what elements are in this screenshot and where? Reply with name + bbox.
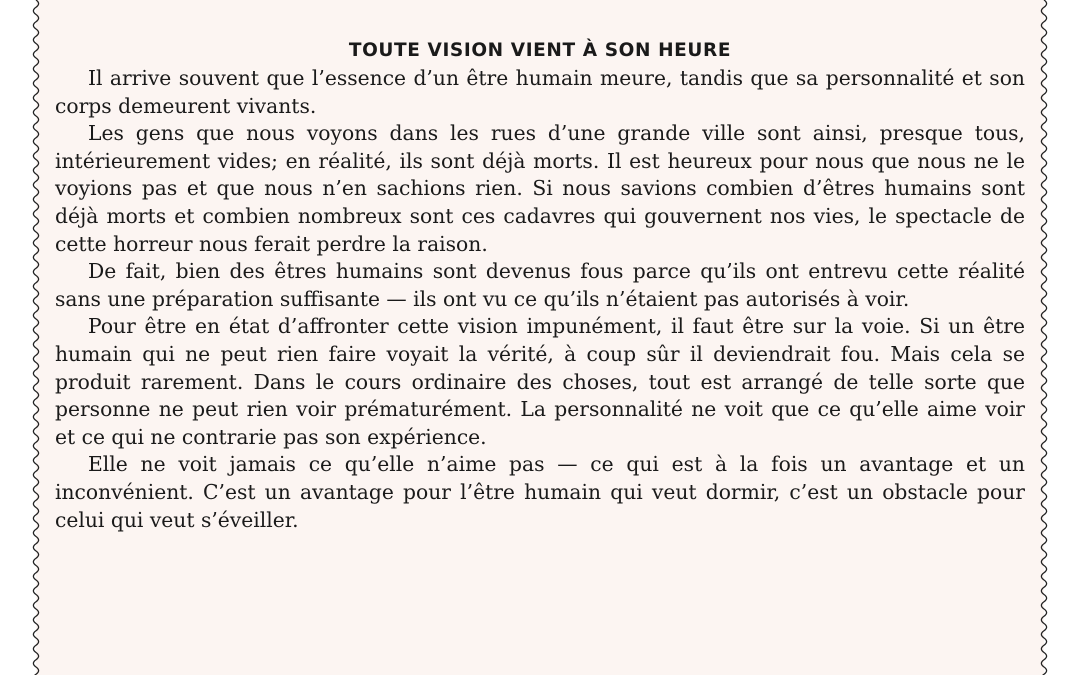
paragraph-1: Il arrive souvent que l’essence d’un être humain meure, tandis que sa personnalité et son corps demeurent vivants. bbox=[55, 66, 1025, 118]
wavy-border-left bbox=[29, 0, 43, 675]
paragraph-3: De fait, bien des êtres humains sont devenus fous parce qu’ils ont entrevu cette réalité sans une préparation suffisante — ils ont vu ce qu’ils n’étaient pas autorisés à voir. bbox=[55, 259, 1025, 311]
paragraph-2: Les gens que nous voyons dans les rues d’une grande ville sont ainsi, presque tous, intérieurement vides; en réalité, ils sont déjà morts. Il est heureux pour nous que nous ne le voyions pas et que nous n’en sachions rien. Si nous savions combien d’êtres humains sont déjà morts et combien nombreux sont ces cadavres qui gouvernent nos vies, le spectacle de cette horreur nous ferait perdre la raison. bbox=[55, 121, 1025, 256]
wavy-border-right bbox=[1037, 0, 1051, 675]
paragraph-5: Elle ne voit jamais ce qu’elle n’aime pas — ce qui est à la fois un avantage et un inconvénient. C’est un avantage pour l’être humain qui veut dormir, c’est un obstacle pour celui qui veut s’éveiller. bbox=[55, 452, 1025, 532]
paragraph-4: Pour être en état d’affronter cette vision impunément, il faut être sur la voie. Si un être humain qui ne peut rien faire voyait la vérité, à coup sûr il deviendrait fou. Mais cela se produit rarement. Dans le cours ordinaire des choses, tout est arrangé de telle sorte que personne ne peut rien voir prématurément. La personnalité ne voit que ce qu’elle aime voir et ce qui ne contrarie pas son expérience. bbox=[55, 314, 1025, 449]
article-title: TOUTE VISION VIENT À SON HEURE bbox=[348, 40, 732, 61]
article bbox=[55, 37, 1025, 534]
